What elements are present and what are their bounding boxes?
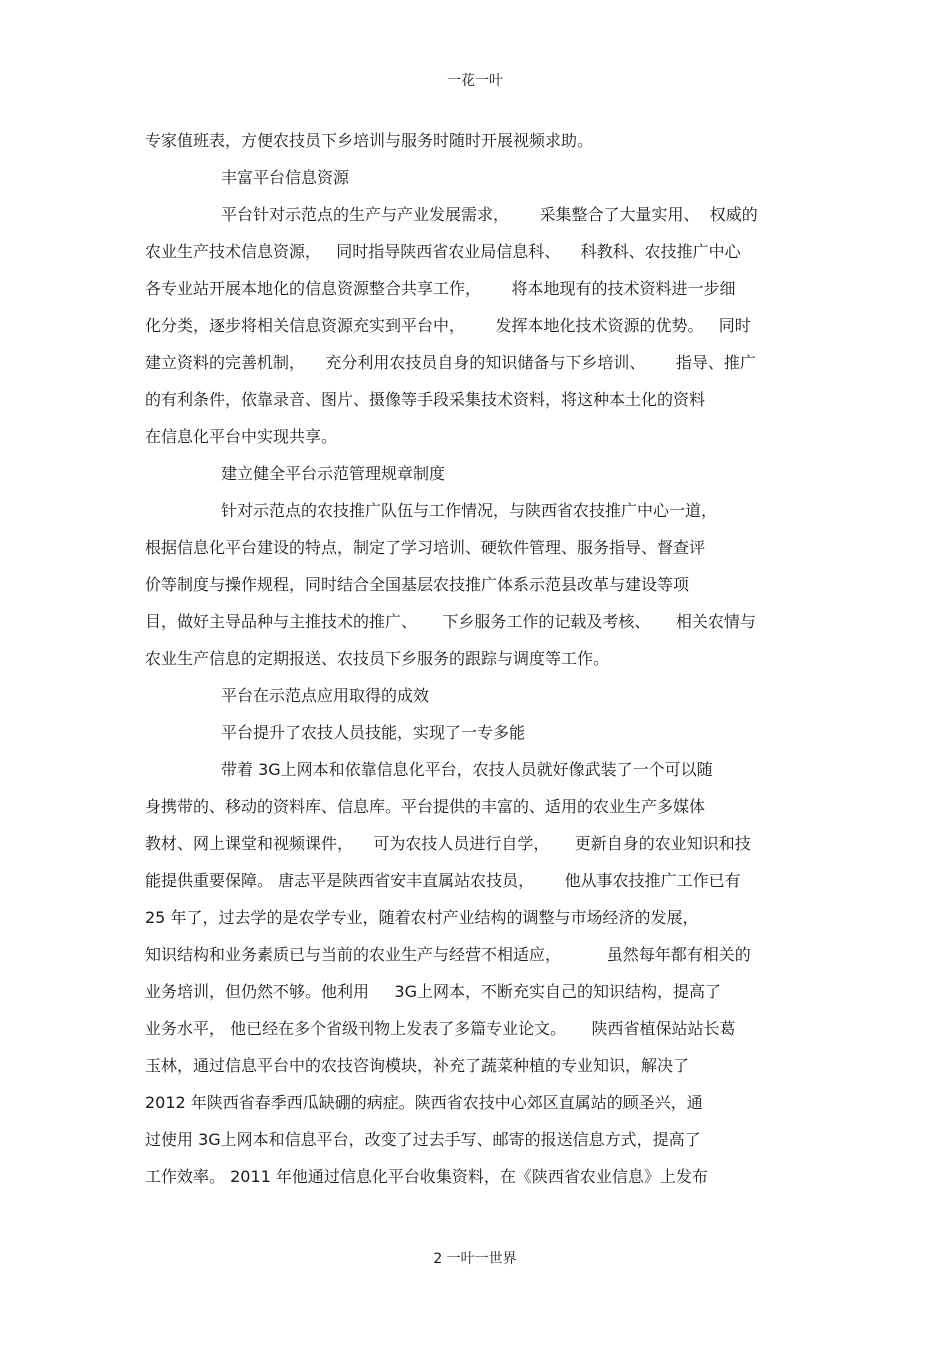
text-line: 玉林，通过信息平台中的农技咨询模块，补充了蔬菜种植的专业知识，解决了 [145,1056,690,1075]
text-line: 2012 年陕西省春季西瓜缺硼的病症。陕西省农技中心郊区直属站的顾圣兴，通 [145,1093,703,1112]
text-line: 各专业站开展本地化的信息资源整合共享工作， 将本地现有的技术资料进一步细 [145,279,736,298]
text-line: 知识结构和业务素质已与当前的农业生产与经营不相适应， 虽然每年都有相关的 [145,945,751,964]
text-line: 针对示范点的农技推广队伍与工作情况，与陕西省农技推广中心一道， [221,501,718,520]
text-line: 根据信息化平台建设的特点，制定了学习培训、硬软件管理、服务指导、督查评 [145,538,706,557]
text-line: 农业生产技术信息资源， 同时指导陕西省农业局信息科、 科教科、农技推广中心 [145,242,741,261]
text-line: 教材、网上课堂和视频课件， 可为农技人员进行自学， 更新自身的农业知识和技 [145,834,751,853]
text-line: 目，做好主导品种与主推技术的推广、 下乡服务工作的记载及考核、 相关农情与 [145,612,756,631]
text-line: 过使用 3G上网本和信息平台，改变了过去手写、邮寄的报送信息方式，提高了 [145,1130,701,1149]
text-line: 农业生产信息的定期报送、农技员下乡服务的跟踪与调度等工作。 [145,649,610,668]
text-line: 能提供重要保障。 唐志平是陕西省安丰直属站农技员， 他从事农技推广工作已有 [145,871,741,890]
text-line: 价等制度与操作规程，同时结合全国基层农技推广体系示范县改革与建设等项 [145,575,690,594]
text-line: 化分类，逐步将相关信息资源充实到平台中， 发挥本地化技术资源的优势。 同时 [145,316,751,335]
text-line: 工作效率。 2011 年他通过信息化平台收集资料，在《陕西省农业信息》上发布 [145,1167,708,1186]
text-line: 平台针对示范点的生产与产业发展需求， 采集整合了大量实用、 权威的 [221,205,758,224]
text-line: 在信息化平台中实现共享。 [145,427,338,446]
text-line: 专家值班表，方便农技员下乡培训与服务时随时开展视频求助。 [145,131,594,150]
text-line: 25 年了，过去学的是农学专业，随着农村产业结构的调整与市场经济的发展， [145,908,699,927]
section-heading: 建立健全平台示范管理规章制度 [221,464,446,483]
text-line: 建立资料的完善机制， 充分利用农技员自身的知识储备与下乡培训、 指导、推广 [145,353,756,372]
text-line: 业务水平， 他已经在多个省级刊物上发表了多篇专业论文。 陕西省植保站站长葛 [145,1019,736,1038]
text-line: 业务培训，但仍然不够。他利用 3G上网本，不断充实自己的知识结构，提高了 [145,982,722,1001]
subsection-heading: 平台提升了农技人员技能，实现了一专多能 [221,723,526,742]
page-footer: 2 一叶一世界 [433,1251,517,1267]
section-heading: 丰富平台信息资源 [221,168,350,187]
text-line: 的有利条件，依靠录音、图片、摄像等手段采集技术资料，将这种本土化的资料 [145,390,706,409]
page-header: 一花一叶 [447,73,503,89]
text-line: 带着 3G上网本和依靠信息化平台，农技人员就好像武装了一个可以随 [221,760,713,779]
document-body [145,122,825,1195]
text-line: 身携带的、移动的资料库、信息库。平台提供的丰富的、适用的农业生产多媒体 [145,797,706,816]
section-heading: 平台在示范点应用取得的成效 [221,686,430,705]
